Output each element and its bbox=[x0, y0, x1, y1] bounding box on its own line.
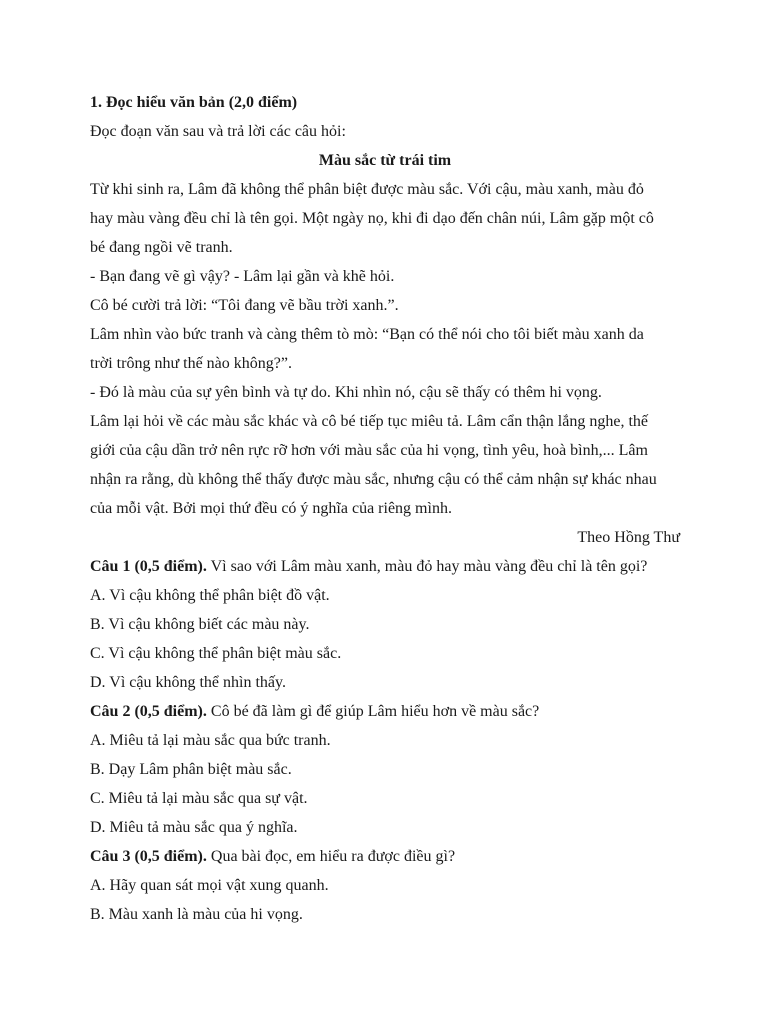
answer-option-d: D. Vì cậu không thể nhìn thấy. bbox=[90, 674, 286, 691]
story-line: của mỗi vật. Bởi mọi thứ đều có ý nghĩa của riêng mình. bbox=[90, 500, 452, 517]
question-2 bbox=[90, 697, 680, 842]
question-text: Cô bé đã làm gì để giúp Lâm hiểu hơn về màu sắc? bbox=[206, 703, 540, 720]
story-text bbox=[90, 175, 680, 523]
section-title: 1. Đọc hiểu văn bản (2,0 điểm) bbox=[90, 94, 298, 111]
story-line: Lâm lại hỏi về các màu sắc khác và cô bé tiếp tục miêu tả. Lâm cẩn thận lắng nghe, thế bbox=[90, 413, 648, 430]
answer-option-a: A. Hãy quan sát mọi vật xung quanh. bbox=[90, 877, 329, 894]
question-label: Câu 3 (0,5 điểm). bbox=[90, 848, 207, 865]
answer-option-b: B. Dạy Lâm phân biệt màu sắc. bbox=[90, 761, 292, 778]
question-label: Câu 1 (0,5 điểm). bbox=[90, 558, 207, 575]
question-stem bbox=[90, 842, 680, 871]
question-3 bbox=[90, 842, 680, 929]
story-line: Cô bé cười trả lời: “Tôi đang vẽ bầu trời xanh.”. bbox=[90, 297, 399, 314]
question-text: Vì sao với Lâm màu xanh, màu đỏ hay màu vàng đều chỉ là tên gọi? bbox=[206, 558, 648, 575]
answer-option-c: C. Vì cậu không thể phân biệt màu sắc. bbox=[90, 645, 342, 662]
question-text: Qua bài đọc, em hiểu ra được điều gì? bbox=[206, 848, 456, 865]
question-label: Câu 2 (0,5 điểm). bbox=[90, 703, 207, 720]
instruction-text: Đọc đoạn văn sau và trả lời các câu hỏi: bbox=[90, 123, 346, 140]
answer-option-d: D. Miêu tả màu sắc qua ý nghĩa. bbox=[90, 819, 298, 836]
story-line: hay màu vàng đều chỉ là tên gọi. Một ngày nọ, khi đi dạo đến chân núi, Lâm gặp một cô bbox=[90, 210, 654, 227]
answer-option-a: A. Miêu tả lại màu sắc qua bức tranh. bbox=[90, 732, 331, 749]
story-line: Lâm nhìn vào bức tranh và càng thêm tò mò: “Bạn có thể nói cho tôi biết màu xanh da bbox=[90, 326, 644, 343]
story-line: giới của cậu dần trở nên rực rỡ hơn với màu sắc của hi vọng, tình yêu, hoà bình,... Lâm bbox=[90, 442, 648, 459]
document-page bbox=[90, 88, 680, 929]
question-stem bbox=[90, 552, 680, 581]
story-line: trời trông như thế nào không?”. bbox=[90, 355, 292, 372]
answer-option-b: B. Màu xanh là màu của hi vọng. bbox=[90, 906, 303, 923]
answer-option-c: C. Miêu tả lại màu sắc qua sự vật. bbox=[90, 790, 308, 807]
answer-option-b: B. Vì cậu không biết các màu này. bbox=[90, 616, 310, 633]
story-line: bé đang ngồi vẽ tranh. bbox=[90, 239, 233, 256]
story-line: Từ khi sinh ra, Lâm đã không thể phân biệt được màu sắc. Với cậu, màu xanh, màu đỏ bbox=[90, 181, 644, 198]
story-title: Màu sắc từ trái tim bbox=[318, 152, 452, 169]
source-attribution: Theo Hồng Thư bbox=[577, 529, 680, 546]
story-line: - Đó là màu của sự yên bình và tự do. Khi nhìn nó, cậu sẽ thấy có thêm hi vọng. bbox=[90, 384, 602, 401]
answer-option-a: A. Vì cậu không thể phân biệt đồ vật. bbox=[90, 587, 330, 604]
story-line: - Bạn đang vẽ gì vậy? - Lâm lại gần và khẽ hỏi. bbox=[90, 268, 395, 285]
question-stem bbox=[90, 697, 680, 726]
question-1 bbox=[90, 552, 680, 697]
story-line: nhận ra rằng, dù không thể thấy được màu sắc, nhưng cậu có thể cảm nhận sự khác nhau bbox=[90, 471, 657, 488]
